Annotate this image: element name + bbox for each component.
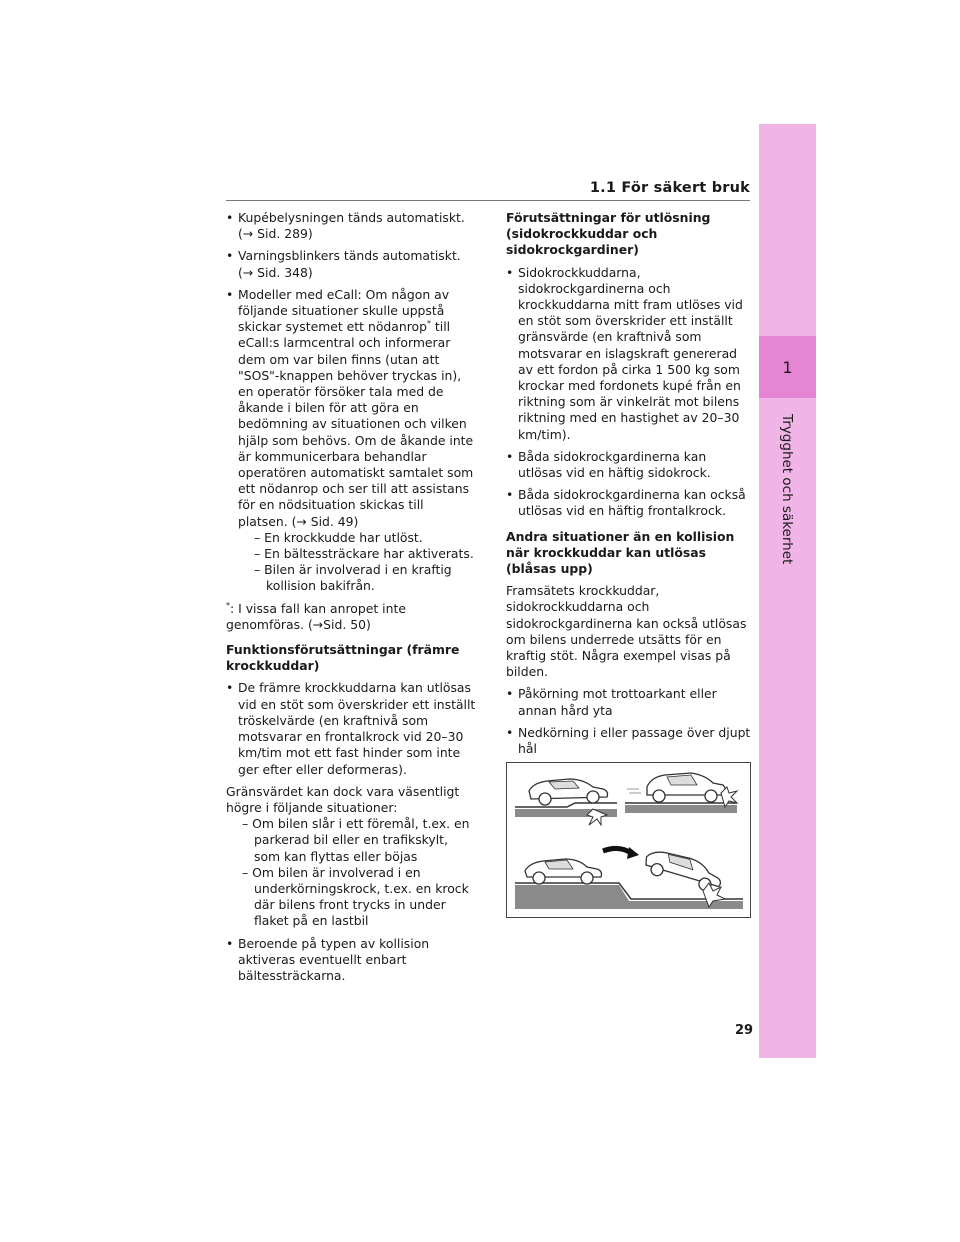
list-item: • Påkörning mot trottoarkant eller annan hård yta — [506, 686, 752, 718]
section-heading: Andra situationer än en kollision när krockkuddar kan utlösas (blåsas upp) — [506, 528, 735, 577]
chapter-title: Trygghet och säkerhet — [779, 414, 795, 565]
paragraph: Gränsvärdet kan dock vara väsentligt högre i följande situationer: – Om bilen slår i ett föremål, t.ex. en parkerad bil eller en trafikskylt, som kan flyttas eller böjas – Om bilen är involverad i en underkörningskrock, t.ex. en krock där bilens front trycks in under flaket på en lastbil — [226, 784, 476, 930]
section-title: 1.1 För säkert bruk — [589, 180, 750, 196]
paragraph: Framsätets krockkuddar, sidokrockkuddarna och sidokrockgardinerna kan också utlösas om bilens underrede utsätts för en kraftig stöt. Några exempel visas på bilden. — [506, 583, 747, 680]
sub-item: – Om bilen är involverad i en underkörningskrock, t.ex. en krock där bilens front trycks in under flaket på en lastbil — [242, 864, 469, 929]
list-item: • Sidokrockkuddarna, sidokrockgardinerna och krockkuddarna mitt fram utlöses vid en stöt som överskrider ett inställt gränsvärde (en kraftnivå som motsvarar en islagskraft genererad av ett fordon på cirka 1 500 kg som krockar med fordonets kupé från en riktning som är vinkelrät mot bilens riktning med en hastighet av 20–30 km/tim). — [506, 265, 752, 443]
sub-item: – En krockkudde har utlöst. — [254, 529, 423, 545]
scene-curb-strike — [515, 779, 617, 825]
page-number: 29 — [735, 1023, 754, 1038]
list-item: • Varningsblinkers tänds automatiskt. (→ Sid. 348) — [226, 248, 476, 280]
list-item: • Båda sidokrockgardinerna kan utlösas vid en häftig sidokrock. — [506, 449, 752, 481]
chapter-number: 1 — [782, 357, 793, 377]
undercarriage-impact-illustration — [506, 762, 751, 918]
illustration-svg — [507, 763, 750, 917]
chapter-number-box — [759, 336, 816, 398]
list-item: • De främre krockkuddarna kan utlösas vid en stöt som överskrider ett inställt tröskelvärde (en kraftnivå som motsvarar en frontalkrock vid 20–30 km/tim mot ett fast hinder som inte ger efter eller deformeras). — [226, 680, 476, 777]
left-column — [226, 210, 476, 990]
list-item: • Båda sidokrockgardinerna kan också utlösas vid en häftig frontalkrock. — [506, 487, 752, 519]
sub-item: – Bilen är involverad i en kraftig kollision bakifrån. — [254, 562, 452, 594]
list-item: • Modeller med eCall: Om någon av följande situationer skulle uppstå skickar systemet ett nödanrop* till eCall:s larmcentral och informerar dem om var bilen finns (utan att "SOS"-knappen behöver tryckas in), en operatör försöker tala med de åkande i bilen för att göra en bedömning av situationen och vilken hjälp som behövs. Om de åkande inte är kommunicerbara behandlar operatören automatiskt samtalet som ett nödanrop och ser till att assistans för en nödsituation skickas till platsen. (→ Sid. 49) – En krockkudde har utlöst. – En bältessträckare har aktiverats. – Bilen är involverad i en kraftig kollision bakifrån. — [226, 287, 476, 595]
chapter-side-tab[interactable] — [759, 124, 816, 1058]
footnote: *: I vissa fall kan anropet inte genomföras. (→Sid. 50) — [226, 600, 406, 632]
list-item: • Kupébelysningen tänds automatiskt. (→ Sid. 289) — [226, 210, 476, 242]
sub-item: – Om bilen slår i ett föremål, t.ex. en parkerad bil eller en trafikskylt, som kan flyttas eller böjas — [242, 816, 470, 864]
list-item: • Nedkörning i eller passage över djupt hål — [506, 725, 752, 757]
scene-front-impact — [625, 773, 737, 813]
scene-drop-impact — [515, 845, 743, 909]
header-divider — [226, 200, 750, 201]
section-heading: Funktionsförutsättningar (främre krockkuddar) — [226, 642, 460, 674]
right-column — [506, 210, 752, 786]
section-heading: Förutsättningar för utlösning (sidokrockkuddar och sidokrockgardiner) — [506, 210, 711, 258]
list-item: • Beroende på typen av kollision aktiveras eventuellt enbart bältessträckarna. — [226, 936, 476, 985]
sub-item: – En bältessträckare har aktiverats. — [254, 546, 474, 562]
